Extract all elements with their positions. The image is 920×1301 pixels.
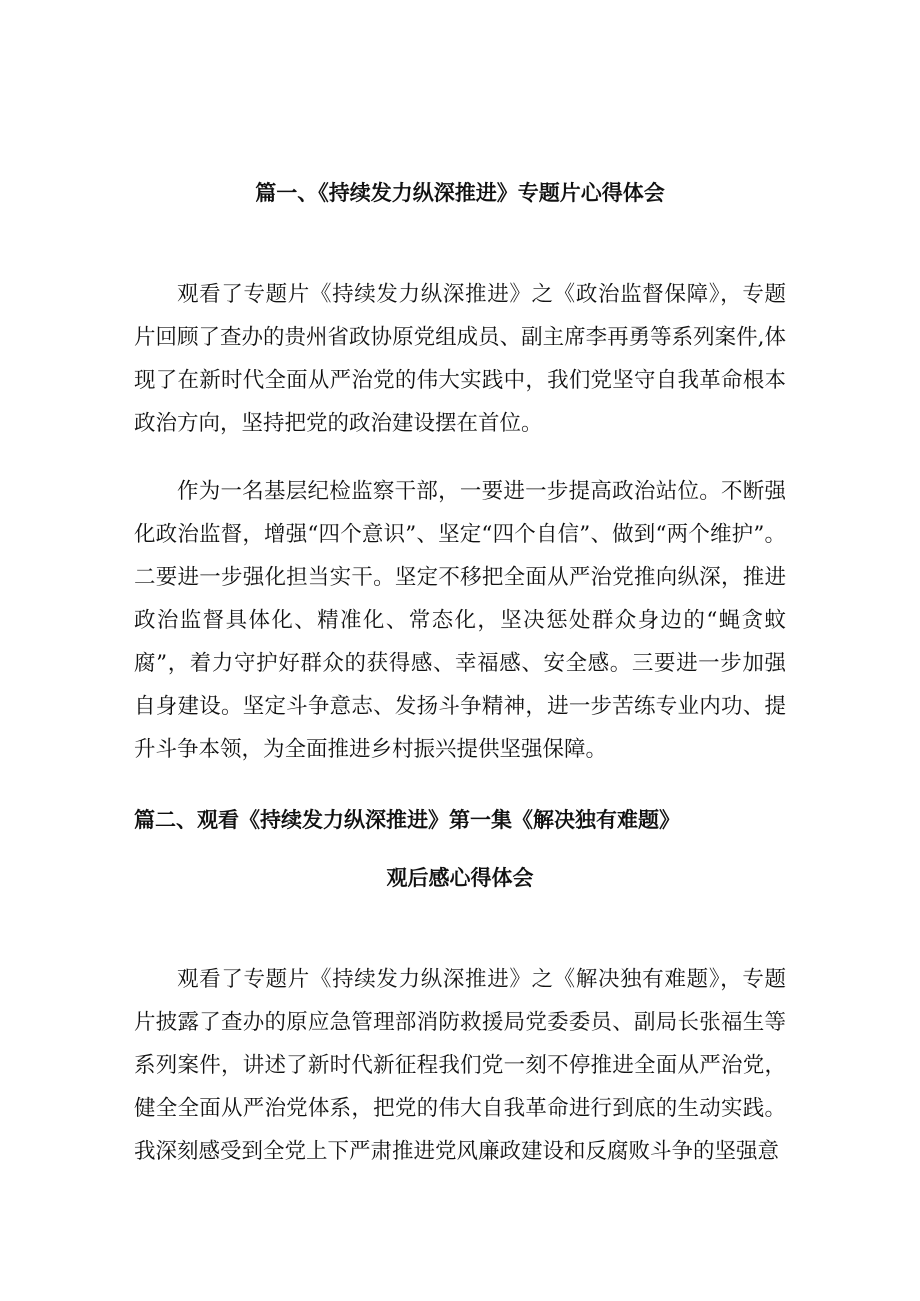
article1-title: 篇一、《持续发力纵深推进》专题片心得体会 [255, 180, 665, 205]
article2-title-line1: 篇二、观看《持续发力纵深推进》第一集《解决独有难题》 [134, 807, 680, 832]
article2-title-line2: 观后感心得体会 [386, 865, 534, 890]
article2-paragraph-1: 观看了专题片《持续发力纵深推进》之《解决独有难题》，专题片披露了查办的原应急管理部消防救援局党委委员、副局长张福生等系列案件，讲述了新时代新征程我们党一刻不停推进全面从严治党，健全全面从严治党体系，把党的伟大自我革命进行到底的生动实践。我深刻感受到全党上下严肃推进党风廉政建设和反腐败斗争的坚强意 [134, 967, 786, 1164]
article1-paragraph-2: 作为一名基层纪检监察干部，一要进一步提高政治站位。不断强化政治监督，增强“四个意识”、坚定“四个自信”、做到“两个维护”。二要进一步强化担当实干。坚定不移把全面从严治党推向纵深，推进政治监督具体化、精准化、常态化，坚决惩处群众身边的“蝇贪蚊腐”，着力守护好群众的获得感、幸福感、安全感。三要进一步加强自身建设。坚定斗争意志、发扬斗争精神，进一步苦练专业内功、提升斗争本领，为全面推进乡村振兴提供坚强保障。 [134, 479, 786, 762]
article1-paragraph-1: 观看了专题片《持续发力纵深推进》之《政治监督保障》，专题片回顾了查办的贵州省政协原党组成员、副主席李再勇等系列案件,体现了在新时代全面从严治党的伟大实践中，我们党坚守自我革命根本政治方向，坚持把党的政治建设摆在首位。 [134, 282, 786, 436]
